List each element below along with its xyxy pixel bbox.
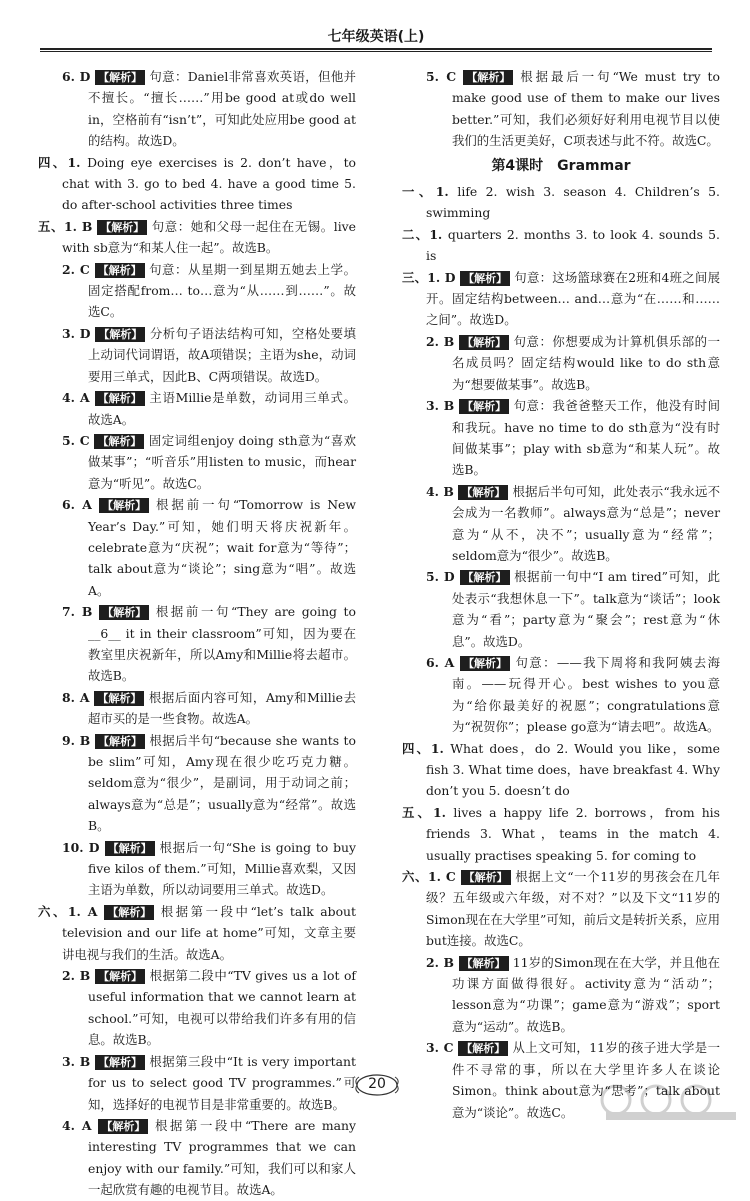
answer-text: 根据后一句“She is going to buy five kilos of them.”可知，Millie喜欢梨，又因主语为单数，所以动词要用三单式。故选D。 [88,839,356,898]
answer-text: 句意：我爸爸整天工作，他没有时间和我玩。have no time to do sth意为“没有时间做某事”；play with sb意为“和某人玩”。故选B。 [452,398,720,478]
analysis-tag: 【解析】 [458,1041,508,1056]
answer-item [402,66,720,152]
answer-text: lives a happy life 2. borrows，from his friends 3. What，teams in the match 4. usually practises speaking 5. for coming to [426,804,721,863]
answer-item [402,224,720,267]
answer-item [38,66,356,152]
section-title: 第4课时 Grammar [491,157,631,174]
answer-item [402,267,720,331]
answer-item [402,481,720,567]
answer-number: 5. C [62,432,95,448]
answer-text: 根据第二段中“TV gives us a lot of useful information that we cannot learn at school.”可知，电视可以带给我们许多有用的信息。故选B。 [88,968,356,1048]
answer-number: 3. B [426,398,460,414]
right-column-main [402,181,720,1123]
answer-text: 根据后半句“because she wants to be slim”可知，Amy现在很少吃巧克力糖。seldom意为“很少”，是副词，用于动词之前；always意为“总是”；usually意为“经常”。故选B。 [88,732,356,834]
answer-number: 3. B [62,1053,95,1069]
answer-number: 六、1. C [402,869,461,885]
answer-item [38,494,356,601]
answer-number: 四、1. [402,740,451,756]
right-column [402,66,720,1123]
answer-number: 三、1. D [402,269,461,285]
answer-item [402,331,720,395]
answer-text: 根据前一句“Tomorrow is New Year’s Day.”可知，她们明天将庆祝新年。celebrate意为“庆祝”；wait for意为“等待”；talk about意为“谈论”；sing意为“唱”。故选A。 [88,497,356,598]
answer-item [38,216,356,259]
left-column [38,66,356,1201]
answer-text: 根据后半句可知，此处表示“我永远不会成为一名教师”。always意为“总是”；never意为“从不，决不”；usually意为“经常”；seldom意为“很少”。故选B。 [452,483,720,563]
analysis-tag: 【解析】 [105,841,155,856]
answer-item [38,387,356,430]
answer-item [402,802,720,866]
answer-text: 根据最后一句“We must try to make good use of them to make our lives better.”可知，我们必须好好利用电视节目以使我们的生活更美好，C项表述与此不符。故选C。 [452,69,720,149]
answer-number: 6. A [426,654,461,670]
answer-item [38,152,356,216]
answer-item [402,952,720,1038]
analysis-tag: 【解析】 [460,271,510,286]
watermark-logo-icon [596,1082,746,1122]
answer-number: 3. D [62,325,96,341]
answer-number: 6. A [62,497,100,513]
answer-item [402,738,720,802]
analysis-tag: 【解析】 [458,485,508,500]
header-rule-thin [40,51,712,52]
answer-number: 2. B [426,333,460,349]
answer-number: 3. C [426,1040,459,1056]
answer-text: quarters 2. months 3. to look 4. sounds 5. is [426,226,720,264]
answer-item [38,1115,356,1201]
analysis-tag: 【解析】 [98,1119,148,1134]
answer-text: 句意：你想要成为计算机俱乐部的一名成员吗？固定结构would like to do sth意为“想要做某事”。故选B。 [452,333,720,392]
analysis-tag: 【解析】 [104,905,154,920]
answer-number: 6. D [62,69,96,84]
answer-number: 7. B [62,604,100,620]
answer-item [402,652,720,738]
answer-text: 句意：这场篮球赛在2班和4班之间展开。固定结构between… and…意为“在……和……之间”。故选D。 [426,269,720,328]
answer-number: 2. C [62,261,95,277]
answer-text: 句意：——我下周将和我阿姨去海南。——玩得开心。best wishes to you意为“给你最美好的祝愿”；congratulations意为“祝贺你”；please go意为“请去吧”。故选A。 [452,654,720,735]
answer-number: 五、1. B [38,218,98,234]
answer-item [38,837,356,901]
answer-text: 根据前一句中“I am tired”可知，此处表示“我想休息一下”。talk意为“谈话”；look意为“看”；party意为“聚会”；rest意为“休息”。故选D。 [452,569,720,649]
analysis-tag: 【解析】 [95,263,145,278]
analysis-tag: 【解析】 [99,498,149,513]
answer-number: 二、1. [402,226,448,242]
analysis-tag: 【解析】 [94,691,144,706]
answer-number: 10. D [62,839,105,855]
analysis-tag: 【解析】 [459,335,509,350]
analysis-tag: 【解析】 [95,734,145,749]
page-number-badge [354,1072,400,1098]
answer-number: 5. D [426,569,460,585]
answer-number: 8. A [62,689,95,705]
analysis-tag: 【解析】 [460,570,510,585]
answer-text: 分析句子语法结构可知，空格处要填上动词代词谓语，故A项错误；主语为she，动词要用三单式，因此B、C两项错误。故选D。 [88,325,356,384]
answer-item [402,566,720,652]
answer-text: 句意：Daniel非常喜欢英语，但他并不擅长。“擅长……”用be good at或do well in，空格前有“isn’t”，可知此处应用be good at的结构。故选D。 [88,69,357,149]
answer-item [402,181,720,224]
answer-item [38,687,356,730]
answer-text: 根据第一段中“let’s talk about television and our life at home”可知，文章主要讲电视与我们的生活。故选A。 [62,903,356,962]
analysis-tag: 【解析】 [95,969,145,984]
analysis-tag: 【解析】 [95,391,145,406]
answer-number: 一、1. [402,184,458,200]
answer-text: 根据第三段中“It is very important for us to select good TV programmes.”可知，选择好的电视节目是非常重要的。故选B。 [88,1053,356,1112]
answer-number: 9. B [62,732,95,748]
analysis-tag: 【解析】 [94,434,144,449]
analysis-tag: 【解析】 [459,956,509,971]
answer-number: 2. B [62,968,96,984]
analysis-tag: 【解析】 [97,220,147,235]
answer-item [38,601,356,687]
answer-number: 4. B [426,483,459,499]
page-number: 20 [368,1076,386,1092]
analysis-tag: 【解析】 [95,70,145,85]
analysis-tag: 【解析】 [99,605,149,620]
answer-text: 主语Millie是单数，动词用三单式。故选A。 [88,390,356,427]
answer-number: 2. B [426,954,459,970]
page-header [40,22,712,48]
answer-number: 六、1. A [38,903,105,919]
answer-item [38,430,356,494]
analysis-tag: 【解析】 [463,70,513,85]
header-rule [40,48,712,50]
answer-text: 11岁的Simon现在在大学，并且他在功课方面做得很好。activity意为“活动”；lesson意为“功课”；game意为“游戏”；sport意为“运动”。故选B。 [452,954,720,1034]
answer-text: What does，do 2. Would you like，some fish 3. What time does，have breakfast 4. Why don’t you 5. doesn’t do [426,740,720,799]
answer-item [38,259,356,323]
analysis-tag: 【解析】 [95,327,145,342]
answer-number: 4. A [62,390,95,406]
answer-text: 句意：她和父母一起住在无锡。live with sb意为“和某人住一起”。故选B。 [62,218,356,256]
answer-text: 根据上文“一个11岁的男孩会在几年级？五年级或六年级，对不对？”以及下文“11岁的Simon现在在大学里”可知，前后文是转折关系，应用but连接。故选C。 [426,869,720,949]
answer-text: 从上文可知，11岁的孩子进大学是一件不寻常的事，所以在大学里许多人在谈论Simon。think about意为“思考”；talk about意为“谈论”。故选C。 [452,1040,720,1120]
right-column-top [402,66,720,152]
answer-number: 5. C [426,69,464,84]
answer-number: 五、1. [402,804,454,820]
answer-item [38,323,356,387]
answer-text: life 2. wish 3. season 4. Children’s 5. swimming [426,184,720,221]
answer-item [38,1051,356,1115]
answer-text: 固定词组enjoy doing sth意为“喜欢做某事”；“听音乐”用listen to music，而hear意为“听见”。故选C。 [88,432,356,491]
answer-number: 4. A [62,1117,99,1133]
analysis-tag: 【解析】 [95,1055,145,1070]
answer-text: 根据前一句“They are going to __6__ it in their classroom”可知，因为要在教室里庆祝新年，所以Amy和Millie将去超市。故选B。 [88,604,356,684]
analysis-tag: 【解析】 [459,399,509,414]
answer-item [402,395,720,481]
answer-text: Doing eye exercises is 2. don’t have，to chat with 3. go to bed 4. have a good time 5. do after-school activities three times [62,154,357,213]
answer-item [38,901,356,965]
answer-text: 根据后面内容可知，Amy和Millie去超市买的是一些食物。故选A。 [88,689,356,727]
answer-text: 根据第一段中“There are many interesting TV programmes that we can enjoy with our family.”可知，我们可以和家人一起欣赏有趣的电视节目。故选A。 [88,1117,356,1198]
answer-text: 句意：从星期一到星期五她去上学。固定搭配from… to…意为“从……到……”。故选C。 [88,261,356,320]
book-title: 七年级英语(上) [327,29,425,45]
answer-item [38,730,356,837]
analysis-tag: 【解析】 [461,870,511,885]
answer-number: 四、1. [38,154,88,170]
answer-item [402,866,720,952]
answer-item [38,965,356,1051]
analysis-tag: 【解析】 [460,656,510,671]
